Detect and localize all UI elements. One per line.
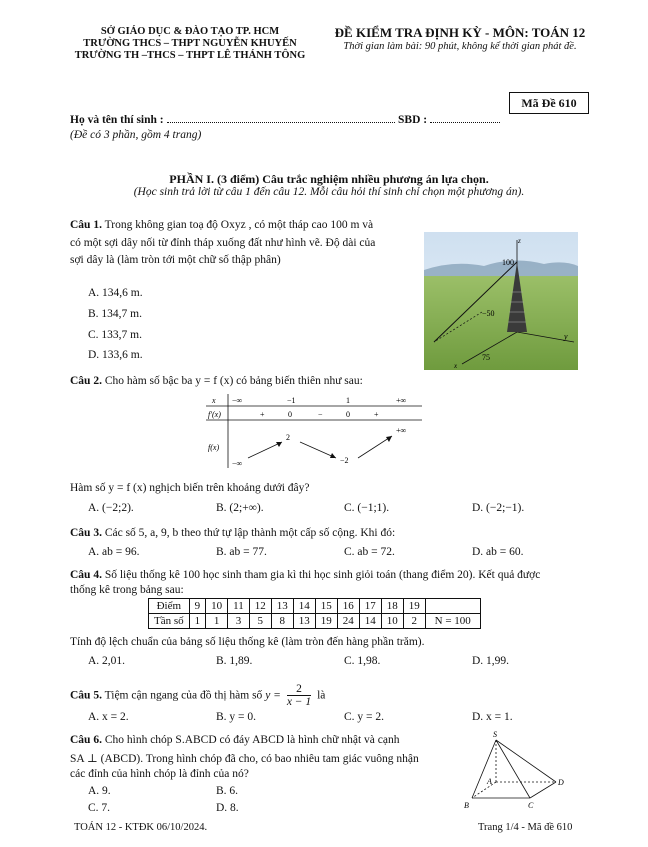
q3-option-a[interactable]: A. ab = 96. bbox=[88, 546, 140, 558]
q4-text-1: Số liệu thống kê 100 học sinh tham gia kì thi học sinh giỏi toán (thang điểm 20). Kết quả được bbox=[104, 569, 541, 581]
part1-title: PHẦN I. (3 điểm) Câu trắc nghiệm nhiều phương án lựa chọn. bbox=[169, 172, 489, 186]
q5-tail: là bbox=[317, 689, 326, 702]
exam-time: Thời gian làm bài: 90 phút, không kể thời gian phát đề. bbox=[343, 41, 577, 52]
table-cell: Điểm bbox=[149, 599, 190, 614]
q1-label: Câu 1. bbox=[70, 219, 102, 231]
frequency-table bbox=[148, 598, 481, 629]
vertex-s: S bbox=[493, 730, 497, 739]
table-cell: 13 bbox=[293, 614, 315, 629]
q1-option-a[interactable]: A. 134,6 m. bbox=[88, 287, 143, 299]
q3-label: Câu 3. bbox=[70, 527, 102, 539]
deriv-sign-2: − bbox=[318, 410, 323, 419]
table-cell: Tần số bbox=[149, 614, 190, 629]
table-cell: 15 bbox=[315, 599, 337, 614]
deriv-row-label: f′(x) bbox=[208, 410, 221, 419]
school-name-2: TRƯỜNG TH –THCS – THPT LÊ THÁNH TÔNG bbox=[74, 50, 306, 61]
q6-line1 bbox=[70, 734, 450, 746]
q6-text-2: SA ⊥ (ABCD). Trong hình chóp đã cho, có bao nhiêu tam giác vuông nhận bbox=[70, 753, 419, 765]
vertex-a: A bbox=[487, 777, 492, 786]
x-pos-inf: +∞ bbox=[396, 396, 407, 405]
q3-option-c[interactable]: C. ab = 72. bbox=[344, 546, 395, 558]
x-one: 1 bbox=[346, 396, 350, 405]
x75-label: 75 bbox=[482, 353, 490, 362]
q2-option-a[interactable]: A. (−2;2). bbox=[88, 502, 134, 514]
f-pos-inf: +∞ bbox=[396, 426, 407, 435]
sbd-label: SBD : bbox=[398, 114, 428, 126]
q2-question: Hàm số y = f (x) nghịch biến trên khoảng dưới đây? bbox=[70, 482, 310, 494]
q5-text: Tiệm cận ngang của đồ thị hàm số bbox=[104, 689, 263, 702]
q2-label: Câu 2. bbox=[70, 375, 102, 387]
table-cell: 1 bbox=[206, 614, 228, 629]
f-row-label: f(x) bbox=[208, 443, 220, 452]
exam-code-box: Mã Đề 610 bbox=[509, 92, 589, 114]
x-label: x bbox=[454, 362, 458, 370]
q2-text: Cho hàm số bậc ba y = f (x) có bảng biến thiên như sau: bbox=[104, 375, 363, 387]
x-minus-one: −1 bbox=[287, 396, 296, 405]
table-cell: 11 bbox=[228, 599, 250, 614]
table-cell: 2 bbox=[403, 614, 425, 629]
table-cell: 12 bbox=[249, 599, 271, 614]
q4-line1 bbox=[70, 569, 588, 581]
q5-option-a[interactable]: A. x = 2. bbox=[88, 711, 129, 723]
table-cell: 17 bbox=[359, 599, 381, 614]
q2-line bbox=[70, 375, 588, 387]
table-cell: 14 bbox=[359, 614, 381, 629]
q5-option-d[interactable]: D. x = 1. bbox=[472, 711, 513, 723]
f-max: 2 bbox=[286, 433, 290, 442]
table-cell: 16 bbox=[337, 599, 359, 614]
q4-label: Câu 4. bbox=[70, 569, 102, 581]
exam-header bbox=[322, 26, 598, 53]
table-cell: 24 bbox=[337, 614, 359, 629]
q3-text: Các số 5, a, 9, b theo thứ tự lập thành một cấp số cộng. Khi đó: bbox=[104, 527, 396, 539]
table-cell: 8 bbox=[271, 614, 293, 629]
table-cell: 10 bbox=[381, 614, 403, 629]
q2-option-c[interactable]: C. (−1;1). bbox=[344, 502, 390, 514]
deriv-sign-1: + bbox=[260, 410, 265, 419]
q1-text-1: Trong không gian toạ độ Oxyz , có một tháp cao 100 m và bbox=[104, 219, 374, 231]
table-cell: N = 100 bbox=[425, 614, 480, 629]
pyramid-figure bbox=[456, 728, 576, 810]
vertex-c: C bbox=[528, 801, 534, 810]
q1-option-d[interactable]: D. 133,6 m. bbox=[88, 349, 143, 361]
deriv-sign-3: + bbox=[374, 410, 379, 419]
q6-text-1: Cho hình chóp S.ABCD có đáy ABCD là hình chữ nhật và cạnh bbox=[104, 734, 400, 746]
q4-option-d[interactable]: D. 1,99. bbox=[472, 655, 510, 667]
q6-option-c[interactable]: C. 7. bbox=[88, 802, 111, 814]
footer-left: TOÁN 12 - KTĐK 06/10/2024. bbox=[74, 822, 208, 833]
q6-label: Câu 6. bbox=[70, 734, 102, 746]
page-note: (Đề có 3 phần, gồm 4 trang) bbox=[70, 129, 202, 141]
variation-table bbox=[200, 392, 425, 470]
exam-title: ĐỀ KIỂM TRA ĐỊNH KỲ - MÔN: TOÁN 12 bbox=[334, 25, 586, 40]
q4-question: Tính độ lệch chuẩn của bảng số liệu thống kê (làm tròn đến hàng phần trăm). bbox=[70, 636, 425, 648]
student-name-label: Họ và tên thí sinh : bbox=[70, 114, 164, 126]
q5-y-eq: y = bbox=[265, 689, 281, 702]
table-cell bbox=[425, 599, 480, 614]
x-neg-inf: −∞ bbox=[232, 396, 243, 405]
q2-option-b[interactable]: B. (2;+∞). bbox=[216, 502, 264, 514]
q1-text-2: có một sợi dây nối từ đỉnh tháp xuống đất như hình vẽ. Độ dài của bbox=[70, 237, 376, 249]
q5-line bbox=[70, 683, 588, 709]
tower-figure bbox=[424, 232, 578, 370]
frequency-row bbox=[149, 614, 481, 629]
grass bbox=[424, 276, 578, 370]
table-cell: 14 bbox=[293, 599, 315, 614]
q4-text-2: thống kê trong bảng sau: bbox=[70, 584, 184, 596]
y50-label: −50 bbox=[482, 309, 495, 318]
table-cell: 13 bbox=[271, 599, 293, 614]
f-min: −2 bbox=[340, 456, 349, 465]
score-row bbox=[149, 599, 481, 614]
table-cell: 19 bbox=[403, 599, 425, 614]
student-name-field bbox=[70, 114, 395, 126]
q5-fraction bbox=[287, 683, 311, 709]
department-name: SỞ GIÁO DỤC & ĐÀO TẠO TP. HCM bbox=[100, 26, 280, 37]
q2-option-d[interactable]: D. (−2;−1). bbox=[472, 502, 525, 514]
sbd-field bbox=[398, 114, 500, 126]
q6-option-a[interactable]: A. 9. bbox=[88, 785, 111, 797]
table-cell: 5 bbox=[249, 614, 271, 629]
f-neg-inf: −∞ bbox=[232, 459, 243, 468]
q1-text-3: sợi dây là (làm tròn tới một chữ số thập phân) bbox=[70, 254, 281, 266]
q5-option-b[interactable]: B. y = 0. bbox=[216, 711, 257, 723]
q5-numerator: 2 bbox=[287, 683, 311, 696]
vertex-b: B bbox=[464, 801, 469, 810]
y-label: y bbox=[564, 332, 568, 341]
q3-option-d[interactable]: D. ab = 60. bbox=[472, 546, 524, 558]
q1-option-b[interactable]: B. 134,7 m. bbox=[88, 308, 142, 320]
table-cell: 18 bbox=[381, 599, 403, 614]
q4-option-c[interactable]: C. 1,98. bbox=[344, 655, 381, 667]
school-header bbox=[70, 26, 310, 62]
q5-label: Câu 5. bbox=[70, 689, 102, 702]
x-row-label: x bbox=[212, 396, 216, 405]
q6-option-d[interactable]: D. 8. bbox=[216, 802, 239, 814]
q1-option-c[interactable]: C. 133,7 m. bbox=[88, 329, 142, 341]
q6-text-3: các đỉnh của hình chóp là đỉnh của nó? bbox=[70, 768, 249, 780]
height-label: 100 bbox=[502, 258, 514, 267]
vertex-d: D bbox=[558, 778, 564, 787]
z-label: z bbox=[518, 237, 521, 245]
table-cell: 9 bbox=[189, 599, 206, 614]
part1-subtitle: (Học sinh trả lời từ câu 1 đến câu 12. Mỗi câu hỏi thí sinh chỉ chọn một phương án). bbox=[133, 186, 525, 198]
q3-option-b[interactable]: B. ab = 77. bbox=[216, 546, 267, 558]
q3-line bbox=[70, 527, 588, 539]
q6-option-b[interactable]: B. 6. bbox=[216, 785, 239, 797]
q5-option-c[interactable]: C. y = 2. bbox=[344, 711, 385, 723]
deriv-zero-1: 0 bbox=[288, 410, 292, 419]
table-cell: 10 bbox=[206, 599, 228, 614]
table-cell: 3 bbox=[228, 614, 250, 629]
footer-right: Trang 1/4 - Mã đề 610 bbox=[478, 822, 573, 833]
table-cell: 19 bbox=[315, 614, 337, 629]
q1-line1 bbox=[70, 219, 588, 231]
deriv-zero-2: 0 bbox=[346, 410, 350, 419]
table-cell: 1 bbox=[189, 614, 206, 629]
q5-denominator: x − 1 bbox=[286, 696, 312, 708]
school-name-1: TRƯỜNG THCS – THPT NGUYỄN KHUYẾN bbox=[83, 38, 297, 49]
q4-option-a[interactable]: A. 2,01. bbox=[88, 655, 126, 667]
q4-option-b[interactable]: B. 1,89. bbox=[216, 655, 253, 667]
